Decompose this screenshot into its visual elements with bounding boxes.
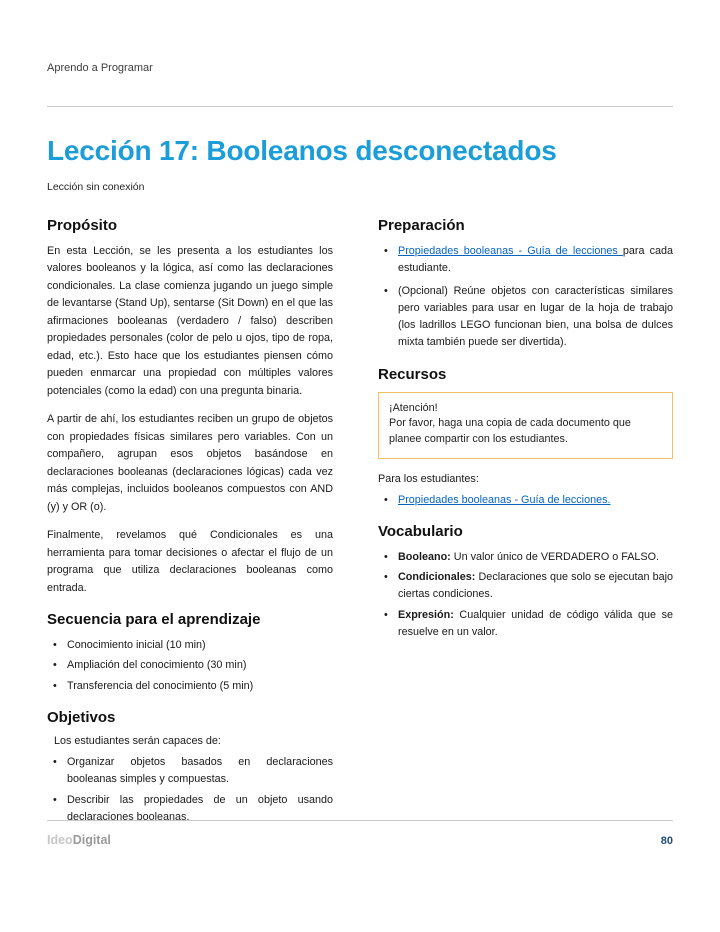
footer-brand-light: Ideo	[47, 833, 73, 847]
vocab-term: Condicionales:	[398, 571, 476, 584]
proposito-paragraph-1: En esta Lección, se les presenta a los estudiantes los valores booleanos y la lógica, así como las declaraciones condicionales. La clase comienza jugando un juego simple de levantarse (Stand Up), sentarse (Sit Down) en el que las afirmaciones booleanas (verdadero / falso) describen propiedades personales (color de pelo u ojos, tipo de ropa, edad, etc.). Esto hace que los estudiantes piensen cómo pueden enmarcar una propiedad con múltiples valores potenciales (como la edad) con una pregunta binaria.	[47, 245, 333, 397]
list-item	[382, 492, 673, 509]
page-title: Lección 17: Booleanos desconectados	[47, 135, 557, 166]
secuencia-list	[51, 637, 333, 695]
vocab-term: Booleano:	[398, 550, 451, 563]
proposito-heading: Propósito	[47, 217, 117, 234]
attention-title: ¡Atención!	[389, 401, 438, 414]
list-item: • Describir las propiedades de un objeto usando declaraciones booleanas.	[51, 792, 333, 827]
list-item: • Conocimiento inicial (10 min)	[51, 637, 333, 654]
attention-callout	[378, 392, 673, 459]
list-item-text: para cada estudiante.	[398, 245, 673, 275]
list-item: • Ampliación del conocimiento (30 min)	[51, 657, 333, 674]
preparacion-heading: Preparación	[378, 217, 465, 234]
guia-lecciones-student-link[interactable]: Propiedades booleanas - Guía de lecciones.	[398, 493, 611, 506]
list-item: • Organizar objetos basados en declaraciones booleanas simples y compuestas.	[51, 754, 333, 789]
page-number: 80	[660, 835, 673, 847]
vocab-term: Expresión:	[398, 608, 454, 621]
footer-brand	[47, 833, 111, 847]
objetivos-list	[51, 754, 333, 826]
vocab-item	[382, 549, 673, 566]
vocab-item	[382, 607, 673, 642]
page-footer	[47, 820, 673, 847]
secuencia-heading: Secuencia para el aprendizaje	[47, 611, 261, 629]
guia-lecciones-link[interactable]: Propiedades booleanas - Guía de lecciones	[398, 245, 623, 257]
footer-divider	[47, 820, 673, 821]
vocab-item	[382, 569, 673, 604]
objetivos-heading: Objetivos	[47, 709, 116, 726]
proposito-paragraph-2: A partir de ahí, los estudiantes reciben un grupo de objetos con propiedades físicas similares pero variables. Con un compañero, agrupan esos objetos basándose en declaraciones booleanas (declaraciones lógicas) cada vez más complejas, incluidos booleanos compuestos con AND (y) y OR (o).	[47, 413, 333, 513]
objetivos-intro: Los estudiantes serán capaces de:	[54, 735, 221, 747]
left-column	[47, 203, 333, 836]
attention-text: Por favor, haga una copia de cada documento que planee compartir con los estudiantes.	[389, 417, 631, 445]
recursos-list	[382, 492, 673, 509]
preparacion-list	[382, 243, 673, 352]
two-column-layout	[47, 203, 673, 836]
footer-brand-dark: Digital	[72, 833, 111, 847]
vocabulario-heading: Vocabulario	[378, 522, 463, 540]
students-label: Para los estudiantes:	[378, 472, 479, 485]
lesson-type-label: Lección sin conexión	[47, 181, 145, 193]
list-item: • Transferencia del conocimiento (5 min)	[51, 678, 333, 695]
right-column	[378, 203, 673, 836]
list-item: • (Opcional) Reúne objetos con características similares pero variables para usar en lugar de la hoja de trabajo (los ladrillos LEGO funcionan bien, una bolsa de dulces mixta también puede ser divertida).	[382, 283, 673, 352]
vocab-definition: Un valor único de VERDADERO o FALSO.	[450, 550, 660, 563]
list-item	[382, 243, 673, 278]
header-divider	[47, 106, 673, 107]
vocab-definition: Declaraciones que solo se ejecutan bajo ciertas condiciones.	[398, 571, 673, 601]
vocabulario-list	[382, 549, 673, 641]
proposito-paragraph-3: Finalmente, revelamos qué Condicionales es una herramienta para tomar decisiones o afectar el flujo de un programa que utiliza declaraciones booleanas como entrada.	[47, 529, 333, 594]
recursos-heading: Recursos	[378, 365, 447, 383]
vocab-definition: Cualquier unidad de código válida que se resuelve en un valor.	[398, 608, 673, 638]
curriculum-brand: Aprendo a Programar	[47, 62, 153, 74]
